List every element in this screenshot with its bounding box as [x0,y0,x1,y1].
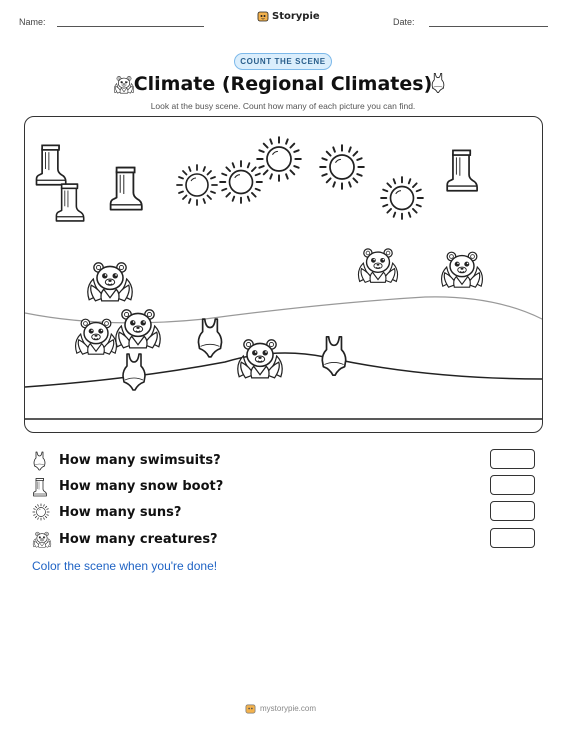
snow-boot-icon[interactable] [52,181,86,223]
snow-boot-icon[interactable] [107,164,143,212]
storypie-logo-icon [257,10,269,22]
creature-icon[interactable] [85,257,135,303]
name-label: Name: [19,17,46,27]
answer-box[interactable] [490,528,535,548]
storypie-logo-icon [245,703,256,714]
question-snow-boots [32,477,542,497]
creature-icon[interactable] [113,304,163,350]
creature-icon[interactable] [439,247,485,289]
site-url[interactable]: mystorypie.com [260,704,317,713]
sun-icon [32,503,50,521]
brand-logo [257,10,320,22]
site-footer [245,703,316,714]
swimsuit-icon[interactable] [318,334,350,378]
question-text: How many creatures? [59,532,218,547]
creature-icon [32,530,52,548]
question-text: How many suns? [59,505,182,520]
swimsuit-icon [430,72,446,94]
swimsuit-icon[interactable] [194,317,226,359]
coloring-note: Color the scene when you're done! [32,559,218,573]
name-field[interactable] [57,26,204,27]
answer-box[interactable] [490,475,535,495]
answer-box[interactable] [490,449,535,469]
date-label: Date: [393,17,415,27]
page-title: Climate (Regional Climates) [133,73,433,95]
instructions: Look at the busy scene. Count how many of each picture you can find. [150,101,416,111]
snow-boot-icon [32,477,47,497]
question-suns [32,503,542,523]
answer-box[interactable] [490,501,535,521]
sun-icon[interactable] [379,175,425,221]
question-swimsuits [32,451,542,471]
activity-badge: COUNT THE SCENE [234,53,332,70]
question-text: How many swimsuits? [59,453,221,468]
brand-name: Storypie [272,10,320,22]
sun-icon[interactable] [255,135,303,183]
swimsuit-icon[interactable] [119,351,149,393]
sun-icon[interactable] [175,163,219,207]
swimsuit-icon [32,451,47,471]
sun-icon[interactable] [318,143,366,191]
question-text: How many snow boot? [59,479,224,494]
creature-icon[interactable] [235,334,285,380]
snow-boot-icon[interactable] [443,147,479,193]
counting-scene [24,116,543,433]
worksheet-header [0,10,566,34]
creature-icon[interactable] [356,244,400,284]
question-creatures [32,530,542,550]
date-field[interactable] [429,26,548,27]
